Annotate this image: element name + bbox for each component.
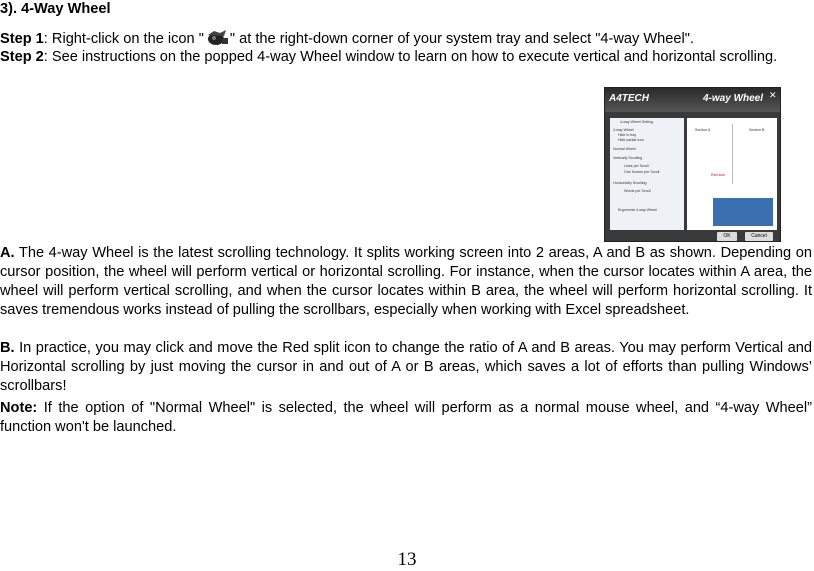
paragraph-b-text: In practice, you may click and move the Red split icon to change the ratio of A and B areas. You may perform Vertical and Horizontal scrolling by just moving the cursor in and out of A or B areas, which saves a lot of efforts than pulling Windows’ scrollbars! [0, 340, 812, 394]
paragraph-b-label: B. [0, 340, 15, 356]
step1-label: Step 1 [0, 31, 44, 47]
screenshot-info-box [713, 198, 773, 226]
screenshot-section-a: Section A [695, 128, 711, 132]
screenshot-ok-button: OK [717, 232, 737, 241]
step2-label: Step 2 [0, 49, 44, 65]
screenshot-line: Ergonomic 4-way Wheel [618, 208, 657, 212]
note-paragraph [0, 399, 812, 437]
screenshot-line: Hide in tray [618, 133, 637, 137]
screenshot-line: Hide partial icon [618, 138, 644, 142]
screenshot-preview-panel [687, 118, 777, 230]
step1-text-after: " at the right-down corner of your system tray and select "4-way Wheel". [229, 31, 694, 47]
screenshot-line: 4-way Wheel [613, 128, 634, 132]
step1-paragraph [0, 29, 812, 49]
paragraph-a-label: A. [0, 245, 15, 261]
mouse-tray-icon [204, 29, 230, 47]
screenshot-line: Normal Wheel [613, 147, 636, 151]
screenshot-title: 4-way Wheel [703, 93, 764, 104]
section-heading [0, 0, 812, 19]
screenshot-line: One Screen per Scroll [624, 170, 660, 174]
screenshot-brand: A4TECH [609, 93, 650, 104]
note-label: Note: [0, 400, 38, 416]
step1-text-before: : Right-click on the icon " [43, 31, 204, 47]
paragraph-a-text: The 4-way Wheel is the latest scrolling technology. It splits working screen into 2 areas, A and B as shown. Depending on cursor position, the wheel will perform vertical or horizontal scrolling. For instance, when the cursor locates within A area, the wheel will perform vertical scrolling, and when the cursor locates within B area, the wheel will perform horizontal scrolling. It saves tremendous works instead of pulling the scrollbars, especially when working with Excel spreadsheet. [0, 245, 812, 318]
note-text: If the option of "Normal Wheel" is selected, the wheel will perform as a normal mouse wheel, and “4-way Wheel” function won't be launched. [0, 400, 812, 435]
screenshot-settings-panel [610, 118, 684, 230]
screenshot-line: Vertically Scrolling [613, 156, 643, 160]
screenshot-line: 4-way Wheel Setting [620, 120, 653, 124]
page-number: 13 [397, 549, 417, 570]
four-way-wheel-window-screenshot [604, 87, 781, 242]
heading-text: 3). 4-Way Wheel [0, 1, 111, 17]
step2-paragraph [0, 48, 812, 67]
close-icon: ✕ [769, 90, 777, 100]
screenshot-red-icon-label: Red icon [711, 173, 726, 177]
paragraph-a [0, 244, 812, 320]
paragraph-b [0, 339, 812, 396]
split-line [732, 124, 733, 184]
step2-text: : See instructions on the popped 4-way Wheel window to learn on how to execute vertical and horizontal scrolling. [43, 49, 778, 65]
screenshot-line: Words per Scroll [624, 189, 651, 193]
screenshot-line: Horizontally Scrolling [613, 181, 647, 185]
screenshot-line: Lines per Scroll [624, 164, 649, 168]
screenshot-header [605, 88, 780, 112]
screenshot-section-b: Section B [749, 128, 765, 132]
screenshot-cancel-button: Cancel [745, 232, 773, 241]
